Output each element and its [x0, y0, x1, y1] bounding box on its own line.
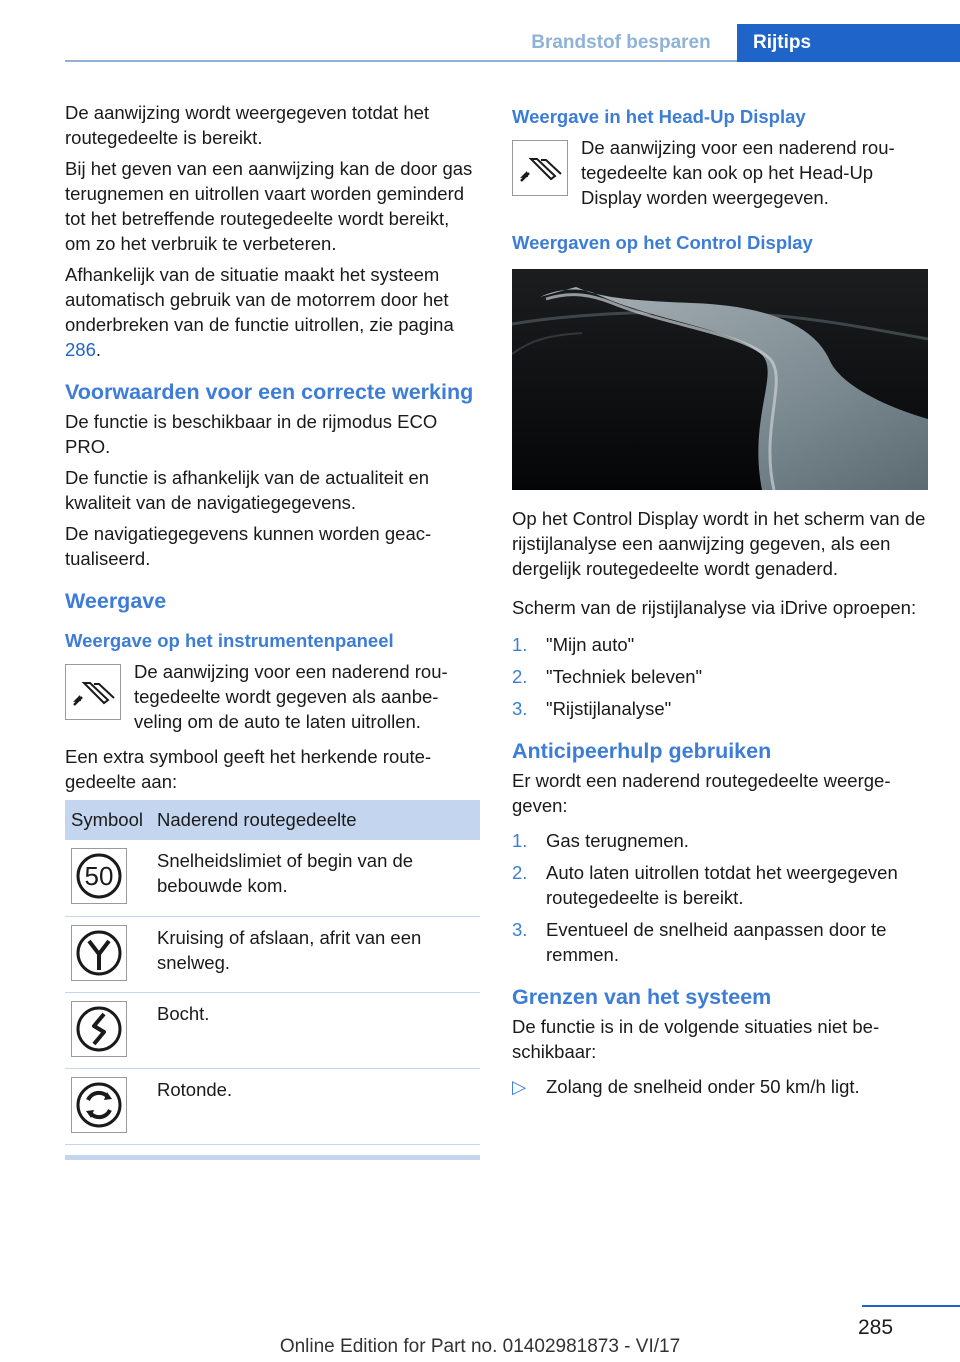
list-item: 3. "Rijstijlanalyse" — [512, 698, 672, 719]
paragraph: De navigatiegegevens kunnen worden geactualiseerd. — [65, 523, 432, 569]
svg-text:50: 50 — [84, 861, 114, 891]
table-header-symbool: Symbool — [65, 800, 151, 840]
footer-rule — [862, 1305, 960, 1307]
menu-path-list — [512, 632, 930, 721]
steps-list — [512, 828, 930, 967]
table-row — [65, 1068, 480, 1144]
symbol-table — [65, 800, 480, 1145]
instrument-hint — [65, 659, 480, 734]
curve-icon — [71, 1001, 127, 1057]
page-number: 285 — [858, 1316, 894, 1339]
heading-control-display: Weergaven op het Control Display — [512, 232, 813, 253]
heading-head-up-display: Weergave in het Head-Up Display — [512, 106, 806, 127]
bullet-triangle-icon: ▷ — [512, 1076, 527, 1097]
paragraph: Op het Control Display wordt in het scherm van de rijstijlanalyse een aanwijzing gegeven, als een dergelijk routegedeelte wordt genaderd. — [512, 508, 926, 579]
list-item: 2. Auto laten uitrollen totdat het weergegeven routegedeelte is bereikt. — [512, 862, 898, 908]
roundabout-icon — [71, 1077, 127, 1133]
table-header-routegedeelte: Naderend routegedeelte — [151, 800, 480, 840]
table-cell: Rotonde. — [151, 1068, 480, 1144]
heading-anticipeerhulp: Anticipeerhulp gebruiken — [512, 739, 772, 763]
table-row — [65, 992, 480, 1068]
heading-voorwaarden: Voorwaarden voor een correcte werking — [65, 380, 474, 404]
heading-instrumentenpaneel: Weergave op het instrumentenpaneel — [65, 630, 394, 651]
speed-limit-50-icon — [71, 848, 127, 904]
table-cell: Kruising of afslaan, afrit van een snelweg. — [151, 916, 480, 992]
right-column — [512, 100, 930, 1106]
heading-grenzen: Grenzen van het systeem — [512, 985, 772, 1009]
header-chapter-tab: Rijtips — [737, 24, 960, 62]
header-section-title: Brandstof besparen — [531, 32, 711, 53]
page-link-286[interactable]: 286 — [65, 339, 96, 360]
list-item: 2. "Techniek beleven" — [512, 666, 703, 687]
list-item: 3. Eventueel de snelheid aanpassen door te remmen. — [512, 919, 887, 965]
list-item: 1. "Mijn auto" — [512, 634, 635, 655]
junction-icon — [71, 925, 127, 981]
table-cell: Bocht. — [151, 992, 480, 1068]
paragraph: Afhankelijk van de situatie maakt het systeem automatisch gebruik van de motorrem door het onderbreken van de functie uitrollen, zie pagina 286. — [65, 264, 454, 360]
hud-hint — [512, 135, 930, 210]
edition-footer: Online Edition for Part no. 01402981873 - VI/17 — [279, 1336, 681, 1357]
paragraph: Bij het geven van een aanwijzing kan de door gas terugnemen en uitrollen vaart worden geminderd tot het betreffende routegedeelte wordt bereikt, om zo het verbruik te verbeteren. — [65, 158, 473, 254]
paragraph: De functie is beschikbaar in de rijmodus ECO PRO. — [65, 411, 438, 457]
paragraph: De aanwijzing wordt weergegeven totdat het routegedeelte is bereikt. — [65, 102, 430, 148]
coasting-hint-icon — [65, 664, 121, 720]
paragraph: De aanwijzing voor een naderend routegedeelte wordt gegeven als aanbeveling om de auto te laten uitrollen. — [134, 661, 448, 732]
table-row — [65, 840, 480, 916]
bullet-list — [512, 1074, 930, 1099]
table-row — [65, 916, 480, 992]
coasting-hint-icon — [512, 140, 568, 196]
paragraph: Scherm van de rijstijlanalyse via iDrive oproepen: — [512, 597, 917, 618]
table-cell: Snelheidslimiet of begin van de bebouwde kom. — [151, 840, 480, 916]
list-item: 1. Gas terugnemen. — [512, 830, 689, 851]
paragraph: Er wordt een naderend routegedeelte weergegeven: — [512, 770, 891, 816]
paragraph: De functie is afhankelijk van de actualiteit en kwaliteit van de navigatiegegevens. — [65, 467, 430, 513]
paragraph: De aanwijzing voor een naderend routegedeelte kan ook op het Head-Up Display worden weergegeven. — [581, 137, 895, 208]
paragraph: De functie is in de volgende situaties niet beschikbaar: — [512, 1016, 880, 1062]
left-column — [65, 100, 480, 1160]
control-display-route-image — [512, 269, 928, 490]
list-item: ▷ Zolang de snelheid onder 50 km/h ligt. — [512, 1076, 860, 1097]
paragraph: Een extra symbool geeft het herkende routegedeelte aan: — [65, 746, 432, 792]
heading-weergave: Weergave — [65, 589, 167, 613]
table-end-rule — [65, 1155, 480, 1160]
